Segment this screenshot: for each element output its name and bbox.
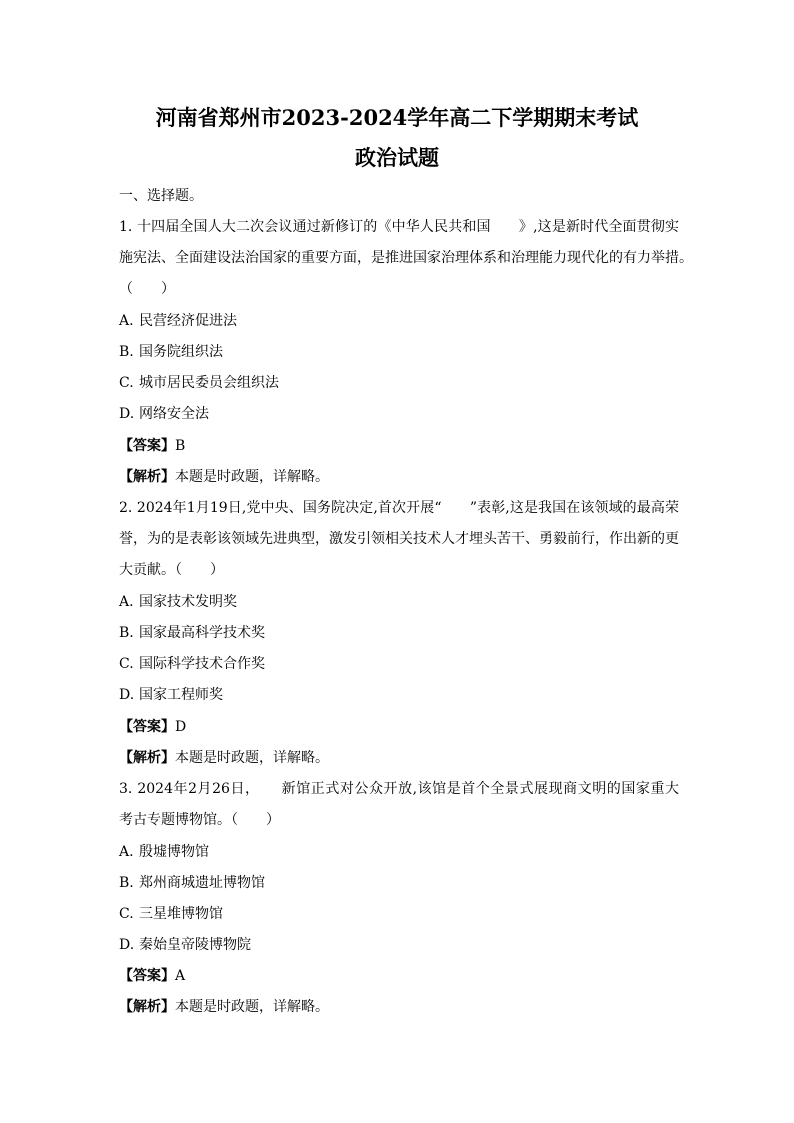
option-letter: A. xyxy=(119,594,134,610)
option-text: 网络安全法 xyxy=(139,406,209,422)
page-title: 河南省郑州市2023-2024学年高二下学期期末考试 xyxy=(155,105,639,130)
option-letter: B. xyxy=(119,344,134,360)
page-subtitle: 政治试题 xyxy=(355,145,439,170)
question-2-line-2: 誉，为的是表彰该领域先进典型，激发引领相关技术人才埋头苦干、勇毅前行，作出新的更 xyxy=(119,531,679,547)
question-1-option-c xyxy=(119,373,279,393)
question-1-option-d xyxy=(119,404,209,424)
option-text: 郑州商城遗址博物馆 xyxy=(139,875,265,891)
analysis-text: 本题是时政题，详解略。 xyxy=(175,750,329,766)
answer-value: D xyxy=(175,719,187,735)
analysis-text: 本题是时政题，详解略。 xyxy=(175,999,329,1015)
answer-label: 【答案】 xyxy=(119,438,175,454)
question-1-line-2: 施宪法、全面建设法治国家的重要方面，是推进国家治理体系和治理能力现代化的有力举措。 xyxy=(119,250,693,266)
answer-label: 【答案】 xyxy=(119,968,175,984)
question-1-answer xyxy=(119,436,185,456)
question-3-line-2: 考古专题博物馆。（ ） xyxy=(119,812,280,828)
question-1-option-b xyxy=(119,342,223,362)
option-text: 三星堆博物馆 xyxy=(139,906,223,922)
analysis-text: 本题是时政题，详解略。 xyxy=(175,469,329,485)
question-3-analysis xyxy=(119,997,329,1017)
question-2-option-a xyxy=(119,592,237,612)
question-3-option-c xyxy=(119,904,223,924)
question-1-option-a xyxy=(119,311,237,331)
option-letter: C. xyxy=(119,375,134,391)
option-letter: C. xyxy=(119,906,134,922)
option-letter: C. xyxy=(119,656,134,672)
option-text: 国家技术发明奖 xyxy=(139,594,237,610)
question-2-answer xyxy=(119,717,186,737)
option-letter: A. xyxy=(119,313,134,329)
question-1-analysis xyxy=(119,467,329,487)
option-text: 秦始皇帝陵博物院 xyxy=(139,937,251,953)
option-text: 国务院组织法 xyxy=(139,344,223,360)
question-2-option-c xyxy=(119,654,265,674)
question-1-line-1: 1. 十四届全国人大二次会议通过新修订的《中华人民共和国 》,这是新时代全面贯彻实 xyxy=(119,219,679,235)
question-2-line-3: 大贡献。（ ） xyxy=(119,562,224,578)
analysis-label: 【解析】 xyxy=(119,750,175,766)
question-3-line-1: 3. 2024年2月26日， 新馆正式对公众开放,该馆是首个全景式展现商文明的国家重大 xyxy=(119,781,679,797)
question-2-option-d xyxy=(119,685,223,705)
question-3-option-d xyxy=(119,935,251,955)
option-text: 国际科学技术合作奖 xyxy=(139,656,265,672)
question-2-line-1: 2. 2024年1月19日,党中央、国务院决定,首次开展“ ”表彰,这是我国在该领域的最高荣 xyxy=(119,500,679,516)
option-letter: A. xyxy=(119,844,134,860)
analysis-label: 【解析】 xyxy=(119,999,175,1015)
question-3-answer xyxy=(119,966,185,986)
option-text: 民营经济促进法 xyxy=(139,313,237,329)
option-text: 国家最高科学技术奖 xyxy=(139,625,265,641)
option-text: 国家工程师奖 xyxy=(139,687,223,703)
option-letter: D. xyxy=(119,406,135,422)
analysis-label: 【解析】 xyxy=(119,469,175,485)
option-letter: B. xyxy=(119,875,134,891)
question-1-line-3: （ ） xyxy=(119,281,175,297)
section-heading: 一、选择题。 xyxy=(119,188,203,204)
answer-value: A xyxy=(175,968,186,984)
option-letter: D. xyxy=(119,687,135,703)
question-3-option-b xyxy=(119,873,265,893)
option-text: 殷墟博物馆 xyxy=(139,844,209,860)
question-2-analysis xyxy=(119,748,329,768)
option-letter: D. xyxy=(119,937,135,953)
answer-label: 【答案】 xyxy=(119,719,175,735)
question-2-option-b xyxy=(119,623,265,643)
question-3-option-a xyxy=(119,842,209,862)
option-letter: B. xyxy=(119,625,134,641)
answer-value: B xyxy=(175,438,186,454)
option-text: 城市居民委员会组织法 xyxy=(139,375,279,391)
